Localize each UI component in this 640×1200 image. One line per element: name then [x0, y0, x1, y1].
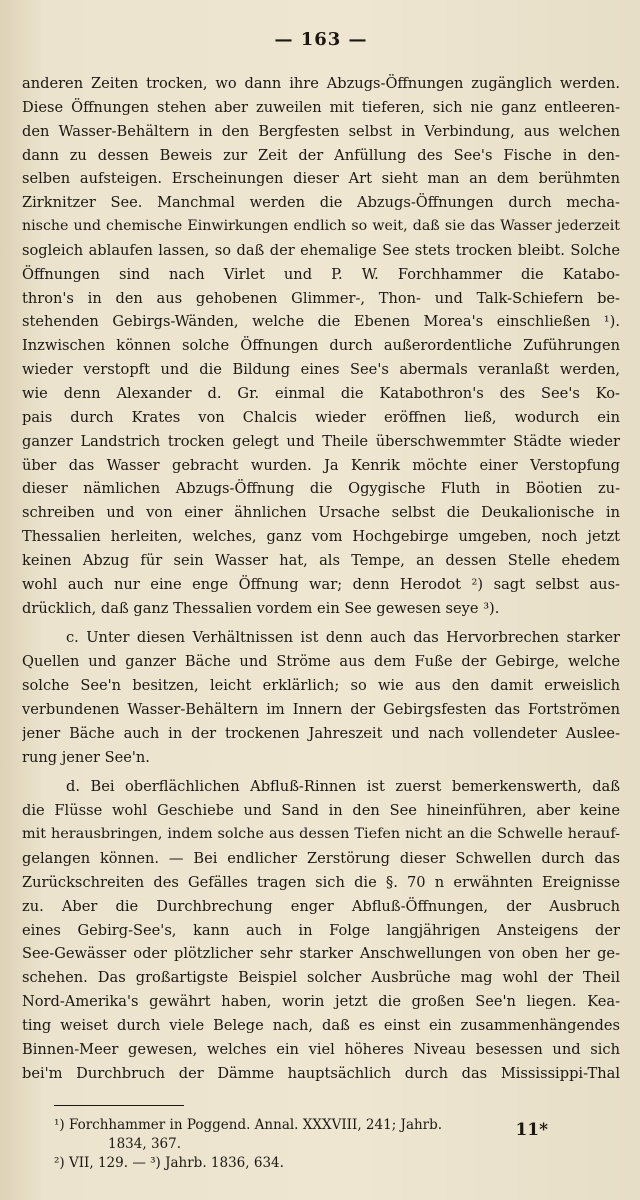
text-line: dieser nämlichen Abzugs-Öffnung die Ogygische Fluth in Böotien zu- — [22, 480, 620, 498]
text-line: die Flüsse wohl Geschiebe und Sand in den See hineinführen, aber keine — [22, 802, 620, 820]
text-line: drücklich, daß ganz Thessalien vordem ein See gewesen seye ³). — [22, 599, 500, 617]
text-line: eines Gebirg-See's, kann auch in Folge langjährigen Ansteigens der — [22, 921, 620, 939]
text-line: Quellen und ganzer Bäche und Ströme aus dem Fuße der Gebirge, welche — [22, 653, 620, 671]
text-line: d. Bei oberflächlichen Abfluß-Rinnen ist zuerst bemerkenswerth, daß — [66, 778, 620, 796]
text-line: ganzer Landstrich trocken gelegt und Theile überschwemmter Städte wieder — [22, 432, 620, 450]
text-line: nische und chemische Einwirkungen endlich so weit, daß sie das Wasser jederzeit — [22, 218, 620, 235]
text-line: schehen. Das großartigste Beispiel solcher Ausbrüche mag wohl der Theil — [22, 969, 620, 987]
text-line: ting weiset durch viele Belege nach, daß es einst ein zusammenhängendes — [22, 1016, 620, 1034]
text-line: verbundenen Wasser-Behältern im Innern der Gebirgsfesten das Fortströmen — [22, 700, 620, 718]
text-line: Nord-Amerika's gewährt haben, worin jetzt die großen See'n liegen. Kea- — [22, 993, 620, 1011]
text-line: Öffnungen sind nach Virlet und P. W. Forchhammer die Katabo- — [22, 265, 620, 283]
text-line: pais durch Krates von Chalcis wieder eröffnen ließ, wodurch ein — [22, 408, 620, 426]
text-line: Binnen-Meer gewesen, welches ein viel höheres Niveau besessen und sich — [22, 1040, 620, 1058]
paragraph-b-continued — [22, 72, 620, 620]
text-line: selben aufsteigen. Erscheinungen dieser Art sieht man an dem berühmten — [22, 170, 620, 188]
text-line: Zurückschreiten des Gefälles tragen sich die §. 70 n erwähnten Ereignisse — [22, 873, 620, 891]
text-line: See-Gewässer oder plötzlicher sehr starker Anschwellungen von oben her ge- — [22, 945, 620, 963]
text-line: Zirknitzer See. Manchmal werden die Abzugs-Öffnungen durch mecha- — [22, 194, 620, 212]
text-line: thron's in den aus gehobenen Glimmer-, Thon- und Talk-Schiefern be- — [22, 289, 620, 307]
text-line: mit herausbringen, indem solche aus dessen Tiefen nicht an die Schwelle herauf- — [22, 826, 620, 843]
text-line: jener Bäche auch in der trockenen Jahreszeit und nach vollendeter Auslee- — [22, 724, 620, 742]
text-line: Thessalien herleiten, welches, ganz vom Hochgebirge umgeben, noch jetzt — [22, 528, 620, 546]
text-line: keinen Abzug für sein Wasser hat, als Tempe, an dessen Stelle ehedem — [22, 551, 620, 569]
text-line: wohl auch nur eine enge Öffnung war; denn Herodot ²) sagt selbst aus- — [22, 575, 620, 593]
text-line: zu. Aber die Durchbrechung enger Abfluß-Öffnungen, der Ausbruch — [22, 897, 620, 915]
text-line: wie denn Alexander d. Gr. einmal die Katabothron's des See's Ko- — [22, 384, 620, 402]
text-line: sogleich ablaufen lassen, so daß der ehemalige See stets trocken bleibt. Solche — [22, 241, 620, 259]
footnote-line: ²) VII, 129. — ³) Jahrb. 1836, 634. — [54, 1155, 284, 1172]
text-line: gelangen können. — Bei endlicher Zerstörung dieser Schwellen durch das — [22, 850, 620, 867]
text-line: dann zu dessen Beweis zur Zeit der Anfüllung des See's Fische in den- — [22, 146, 620, 164]
text-line: den Wasser-Behältern in den Bergfesten selbst in Verbindung, aus welchen — [22, 122, 620, 140]
text-line: über das Wasser gebracht wurden. Ja Kenrik möchte einer Verstopfung — [22, 456, 620, 474]
text-line: stehenden Gebirgs-Wänden, welche die Ebenen Morea's einschließen ¹). — [22, 313, 620, 331]
text-line: bei'm Durchbruch der Dämme hauptsächlich durch das Mississippi-Thal — [22, 1064, 620, 1082]
text-line: Inzwischen können solche Öffnungen durch außerordentliche Zuführungen — [22, 337, 620, 355]
text-line: rung jener See'n. — [22, 748, 150, 766]
paragraph-c — [22, 626, 620, 769]
page-number: — 163 — — [274, 29, 368, 50]
text-line: schreiben und von einer ähnlichen Ursache selbst die Deukalionische in — [22, 504, 620, 522]
paragraph-d — [22, 775, 620, 1085]
text-line: solche See'n besitzen, leicht erklärlich; so wie aus den damit erweislich — [22, 677, 620, 695]
footnote-line: 1834, 367. — [108, 1136, 181, 1153]
text-line: c. Unter diesen Verhältnissen ist denn auch das Hervorbrechen starker — [66, 629, 620, 647]
text-line: wieder verstopft und die Bildung eines See's abermals veranlaßt werden, — [22, 361, 620, 379]
text-line: anderen Zeiten trocken, wo dann ihre Abzugs-Öffnungen zugänglich werden. — [22, 75, 620, 92]
footnote-line: ¹) Forchhammer in Poggend. Annal. XXXVIII, 241; Jahrb. — [54, 1117, 443, 1134]
body-text — [22, 72, 620, 1085]
footnote-divider — [54, 1105, 184, 1106]
signature-mark: 11* — [515, 1120, 548, 1140]
text-line: Diese Öffnungen stehen aber zuweilen mit tieferen, sich nie ganz entleeren- — [22, 98, 620, 116]
